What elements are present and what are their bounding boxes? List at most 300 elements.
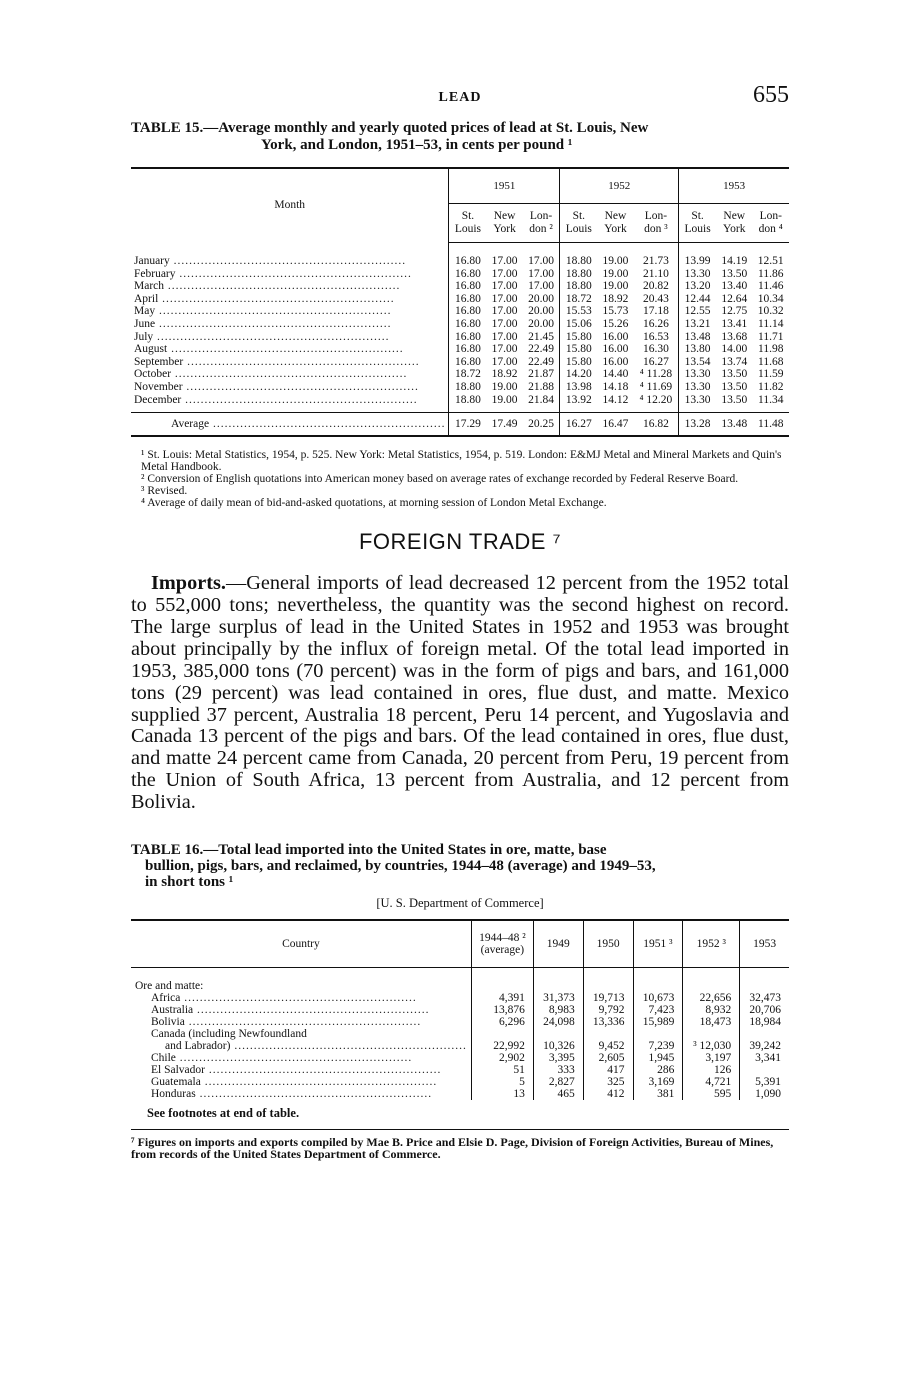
country-label [131, 1016, 471, 1028]
tonnage-cell: 3,395 [533, 1052, 583, 1064]
table15-footnotes [131, 449, 789, 509]
price-cell: 16.00 [602, 343, 629, 356]
country-name: Honduras [151, 1088, 196, 1101]
year-header: 1951 [449, 168, 560, 204]
price-cell: 13.68 [721, 330, 748, 343]
price-cell: 13.21 [679, 318, 716, 331]
tonnage-cell: 22,656 [683, 992, 740, 1004]
leader-dots [230, 1040, 466, 1052]
tonnage-cell: 126 [683, 1064, 740, 1076]
price-cell: ⁴ 11.69 [639, 380, 673, 393]
leader-dots [153, 331, 389, 343]
price-cell: 13.30 [679, 394, 716, 407]
month-name: September [134, 355, 184, 368]
tonnage-cell [533, 1028, 583, 1040]
average-cell: 16.82 [634, 413, 679, 437]
leader-dots [185, 1016, 421, 1028]
price-cell: 15.26 [602, 317, 629, 330]
average-label [131, 413, 449, 437]
price-cell: 21.88 [528, 380, 555, 393]
table15-caption-line2: York, and London, 1951–53, in cents per pound ¹ [261, 137, 573, 153]
year-header: 1952 ³ [683, 920, 740, 968]
price-cell: ⁴ 12.20 [639, 393, 673, 406]
footnote: ¹ St. Louis: Metal Statistics, 1954, p. 525. New York: Metal Statistics, 1954, p. 519. London: E&MJ Metal and Mineral Markets and Quin's Metal Handbook. [141, 449, 782, 474]
tonnage-cell [471, 1028, 533, 1040]
footnote: ² Conversion of English quotations into American money based on average rates of exchange recorded by Federal Reserve Board. [141, 473, 739, 486]
country-label [131, 1040, 471, 1052]
country-header: Country [131, 920, 471, 968]
month-name: October [134, 368, 172, 381]
year-header: 1952 [560, 168, 679, 204]
average-cell: 20.25 [523, 413, 560, 437]
price-cell: 15.53 [560, 305, 597, 318]
price-cell: 16.80 [449, 356, 486, 369]
column-subheader: St. Louis [679, 204, 716, 243]
price-cell: 13.40 [721, 280, 748, 293]
price-cell: 11.71 [758, 330, 784, 343]
country-name: Canada (including Newfoundland [151, 1028, 307, 1041]
price-cell: 19.00 [491, 380, 518, 393]
month-name: March [134, 280, 165, 293]
price-cell: 17.00 [528, 280, 555, 293]
price-cell: 16.80 [449, 331, 486, 344]
table15-caption-line1: TABLE 15.—Average monthly and yearly quoted prices of lead at St. Louis, New [131, 120, 649, 136]
average-row [131, 413, 789, 437]
table-row [131, 368, 789, 381]
tonnage-cell: 20,706 [740, 1004, 789, 1016]
year-header: 1953 [740, 920, 789, 968]
price-cell: 13.48 [679, 331, 716, 344]
tonnage-cell: 3,197 [683, 1052, 740, 1064]
tonnage-cell: 51 [471, 1064, 533, 1076]
price-cell: 11.34 [758, 393, 784, 406]
column-subheader: New York [486, 204, 522, 243]
table-row [131, 280, 789, 293]
price-cell: 17.00 [528, 255, 555, 267]
footnote: ⁴ Average of daily mean of bid-and-asked quotations, at morning session of London Metal Exchange. [141, 497, 607, 510]
price-cell: 19.00 [491, 393, 518, 406]
table-row [131, 331, 789, 344]
tonnage-cell: 32,473 [740, 992, 789, 1004]
tonnage-cell: 24,098 [533, 1016, 583, 1028]
price-cell: 16.80 [449, 293, 486, 306]
leader-dots [155, 318, 391, 330]
country-name: Africa [151, 992, 181, 1005]
price-cell: 14.00 [721, 343, 748, 356]
price-cell: 17.00 [491, 292, 518, 305]
price-cell: 18.92 [491, 368, 518, 381]
price-cell: 16.26 [642, 317, 669, 330]
leader-dots [193, 1004, 429, 1016]
table-row [131, 394, 789, 407]
month-name: August [134, 343, 168, 356]
price-cell: 12.44 [679, 293, 716, 306]
tonnage-cell: 13,876 [471, 1004, 533, 1016]
price-cell: 12.75 [721, 305, 748, 318]
tonnage-cell: 595 [683, 1088, 740, 1100]
price-cell: 17.00 [491, 317, 518, 330]
price-cell: 17.00 [491, 355, 518, 368]
table16-caption-line2: bullion, pigs, bars, and reclaimed, by countries, 1944–48 (average) and 1949–53, [145, 858, 656, 875]
table-row [131, 1076, 789, 1088]
price-cell: 12.51 [757, 255, 784, 267]
price-cell: 13.50 [721, 393, 748, 406]
tonnage-cell: 39,242 [740, 1040, 789, 1052]
price-cell: 21.73 [642, 255, 669, 267]
price-cell: 10.32 [757, 305, 784, 318]
tonnage-cell: 9,792 [583, 1004, 633, 1016]
table16-caption [131, 842, 789, 890]
month-name: December [134, 393, 182, 406]
tonnage-cell: ³ 12,030 [683, 1040, 740, 1052]
table-row [131, 1052, 789, 1064]
price-cell: 13.41 [721, 317, 748, 330]
page-number: 655 [753, 82, 789, 108]
month-label [131, 255, 449, 268]
price-cell: 17.00 [491, 255, 518, 267]
month-label [131, 356, 449, 369]
price-cell: 15.80 [560, 356, 597, 369]
average-cell: 13.28 [679, 413, 716, 437]
month-label [131, 331, 449, 344]
tonnage-cell: 18,984 [740, 1016, 789, 1028]
price-cell: 18.80 [560, 280, 597, 293]
tonnage-cell: 10,326 [533, 1040, 583, 1052]
table-row [131, 381, 789, 394]
tonnage-cell: 15,989 [633, 1016, 683, 1028]
price-cell: 11.46 [758, 280, 784, 293]
tonnage-cell: 7,239 [633, 1040, 683, 1052]
tonnage-cell: 333 [533, 1064, 583, 1076]
year-header: 1951 ³ [633, 920, 683, 968]
price-cell: 13.30 [679, 268, 716, 281]
price-cell: 17.00 [491, 280, 518, 293]
column-subheader: Lon- don ² [523, 204, 560, 243]
month-label [131, 343, 449, 356]
price-cell: 18.80 [449, 381, 486, 394]
tonnage-cell: 325 [583, 1076, 633, 1088]
month-label [131, 368, 449, 381]
price-cell: 21.10 [642, 267, 669, 280]
price-cell: 13.50 [721, 267, 748, 280]
table-row [131, 305, 789, 318]
table-row [131, 1004, 789, 1016]
price-cell: 17.00 [491, 267, 518, 280]
price-cell: 13.98 [560, 381, 597, 394]
running-head [131, 80, 789, 114]
country-name: Australia [151, 1004, 194, 1017]
table15-caption [131, 120, 789, 154]
price-cell: 18.72 [560, 293, 597, 306]
page [131, 80, 789, 1160]
price-cell: 20.00 [528, 317, 555, 330]
price-cell: 16.80 [449, 343, 486, 356]
price-cell: 18.80 [560, 255, 597, 268]
tonnage-cell [583, 1028, 633, 1040]
price-cell: 17.00 [491, 305, 518, 318]
table-row [131, 268, 789, 281]
tonnage-cell: 9,452 [583, 1040, 633, 1052]
tonnage-cell: 2,827 [533, 1076, 583, 1088]
month-label [131, 394, 449, 407]
country-name: El Salvador [151, 1064, 205, 1077]
column-subheader: St. Louis [449, 204, 486, 243]
tonnage-cell [683, 1028, 740, 1040]
tonnage-cell [633, 1028, 683, 1040]
table-row [131, 318, 789, 331]
table16 [131, 919, 789, 1100]
price-cell: 21.87 [528, 368, 555, 381]
leader-dots [209, 418, 445, 430]
tonnage-cell: 3,169 [633, 1076, 683, 1088]
run-in-heading: Imports. [151, 572, 226, 595]
price-cell: 22.49 [528, 355, 555, 368]
month-name: May [134, 305, 156, 318]
price-cell: 18.80 [449, 394, 486, 407]
table16-source: [U. S. Department of Commerce] [376, 896, 544, 911]
bottom-footnote: ⁷ Figures on imports and exports compiled by Mae B. Price and Elsie D. Page, Division of Foreign Activities, Bureau of Mines, from records of the United States Department of Commerce. [131, 1135, 774, 1162]
price-cell: 13.80 [679, 343, 716, 356]
tonnage-cell: 1,090 [740, 1088, 789, 1100]
tonnage-cell [740, 1028, 789, 1040]
leader-dots [205, 1064, 441, 1076]
price-cell: 20.43 [642, 292, 669, 305]
price-cell: 13.74 [721, 355, 748, 368]
average-cell: 13.48 [716, 413, 752, 437]
column-subheader: St. Louis [560, 204, 597, 243]
price-cell: 13.92 [560, 394, 597, 407]
tonnage-cell: 8,932 [683, 1004, 740, 1016]
tonnage-cell: 13 [471, 1088, 533, 1100]
tonnage-cell: 6,296 [471, 1016, 533, 1028]
year-header: 1950 [583, 920, 633, 968]
price-cell: 11.68 [758, 355, 784, 368]
tonnage-cell: 4,391 [471, 992, 533, 1004]
price-cell: 11.98 [758, 343, 784, 356]
price-cell: 17.18 [642, 305, 669, 318]
price-cell: 12.55 [679, 305, 716, 318]
country-name: Guatemala [151, 1076, 201, 1089]
average-cell: 16.47 [597, 413, 633, 437]
table-row [131, 1064, 789, 1076]
tonnage-cell: 22,992 [471, 1040, 533, 1052]
price-cell: 16.80 [449, 268, 486, 281]
price-cell: 16.80 [449, 305, 486, 318]
tonnage-cell: 1,945 [633, 1052, 683, 1064]
tonnage-cell: 19,713 [583, 992, 633, 1004]
column-subheader: New York [597, 204, 633, 243]
table-row [131, 356, 789, 369]
imports-paragraph [131, 573, 789, 814]
month-name: April [134, 292, 159, 305]
tonnage-cell: 417 [583, 1064, 633, 1076]
price-cell: 16.00 [602, 355, 629, 368]
month-name: January [134, 255, 170, 267]
price-cell: 15.80 [560, 331, 597, 344]
month-label [131, 305, 449, 318]
country-label [131, 1028, 471, 1040]
tonnage-cell: 13,336 [583, 1016, 633, 1028]
footnote: ³ Revised. [141, 485, 188, 498]
month-name: November [134, 380, 183, 393]
price-cell: 15.06 [560, 318, 597, 331]
month-header: Month [131, 168, 449, 243]
price-cell: 13.20 [679, 280, 716, 293]
month-name: June [134, 317, 156, 330]
price-cell: ⁴ 11.28 [639, 368, 673, 381]
tonnage-cell: 465 [533, 1088, 583, 1100]
country-label [131, 1004, 471, 1016]
price-cell: 18.80 [560, 268, 597, 281]
price-cell: 14.40 [602, 368, 629, 381]
group-label: Ore and matte: [135, 980, 204, 993]
price-cell: 14.18 [602, 380, 629, 393]
leader-dots [180, 992, 416, 1004]
average-cell: 16.27 [560, 413, 597, 437]
footnote-rule [131, 1129, 789, 1130]
price-cell: 18.72 [449, 368, 486, 381]
price-cell: 22.49 [528, 343, 555, 356]
price-cell: 19.00 [602, 267, 629, 280]
price-cell: 13.30 [679, 381, 716, 394]
price-cell: 21.84 [528, 393, 555, 406]
tonnage-cell: 5 [471, 1076, 533, 1088]
leader-dots [196, 1088, 432, 1100]
price-cell: 16.27 [642, 355, 669, 368]
table-row [131, 1028, 789, 1040]
average-cell: 11.48 [752, 413, 789, 437]
table-row [131, 1040, 789, 1052]
tonnage-cell: 2,902 [471, 1052, 533, 1064]
table16-caption-line3: in short tons ¹ [145, 874, 234, 891]
tonnage-cell: 3,341 [740, 1052, 789, 1064]
price-cell: 20.82 [642, 280, 669, 293]
table-row [131, 293, 789, 306]
price-cell: 10.34 [757, 292, 784, 305]
price-cell: 19.00 [602, 255, 629, 267]
table16-caption-line1: TABLE 16.—Total lead imported into the United States in ore, matte, base [131, 842, 607, 859]
leader-dots [164, 280, 400, 292]
tonnage-cell: 8,983 [533, 1004, 583, 1016]
leader-dots [155, 305, 391, 317]
leader-dots [171, 368, 407, 380]
price-cell: 15.80 [560, 343, 597, 356]
month-name: February [134, 267, 176, 280]
price-cell: 17.00 [491, 330, 518, 343]
column-subheader: New York [716, 204, 752, 243]
month-label [131, 381, 449, 394]
price-cell: 16.80 [449, 280, 486, 293]
column-subheader: Lon- don ⁴ [752, 204, 789, 243]
tonnage-cell: 2,605 [583, 1052, 633, 1064]
price-cell: 20.00 [528, 305, 555, 318]
price-cell: 13.50 [721, 380, 748, 393]
average-cell: 17.49 [486, 413, 522, 437]
price-cell: 13.99 [679, 255, 716, 268]
country-label [131, 1076, 471, 1088]
month-label [131, 318, 449, 331]
column-subheader: Lon- don ³ [634, 204, 679, 243]
month-label [131, 280, 449, 293]
price-cell: 11.59 [758, 368, 784, 381]
price-cell: 16.30 [642, 343, 669, 356]
leader-dots [201, 1076, 437, 1088]
price-cell: 16.80 [449, 318, 486, 331]
country-label [131, 1052, 471, 1064]
leader-dots [176, 1052, 412, 1064]
price-cell: 11.14 [758, 317, 784, 330]
tonnage-cell [740, 1064, 789, 1076]
country-label [131, 1088, 471, 1100]
month-name: July [134, 330, 154, 343]
price-cell: 20.00 [528, 292, 555, 305]
country-label [131, 992, 471, 1004]
country-name: Bolivia [151, 1016, 185, 1029]
table-row [131, 343, 789, 356]
table-row [131, 1016, 789, 1028]
table-row [131, 1088, 789, 1100]
price-cell: 11.86 [758, 267, 784, 280]
price-cell: 19.00 [602, 280, 629, 293]
tonnage-cell: 5,391 [740, 1076, 789, 1088]
price-cell: 14.12 [602, 393, 629, 406]
price-cell: 13.50 [721, 368, 748, 381]
table-row [131, 255, 789, 268]
leader-dots [167, 343, 403, 355]
tonnage-cell: 7,423 [633, 1004, 683, 1016]
price-cell: 13.30 [679, 368, 716, 381]
price-cell: 11.82 [758, 380, 784, 393]
country-name: Chile [151, 1052, 176, 1065]
leader-dots [183, 356, 419, 368]
average-cell: 17.29 [449, 413, 486, 437]
tonnage-cell: 10,673 [633, 992, 683, 1004]
leader-dots [183, 381, 419, 393]
price-cell: 16.53 [642, 330, 669, 343]
year-header: 1949 [533, 920, 583, 968]
average-text: Average [171, 417, 210, 430]
leader-dots [181, 394, 417, 406]
month-label [131, 268, 449, 281]
tonnage-cell: 18,473 [683, 1016, 740, 1028]
group-row [131, 980, 789, 992]
month-label [131, 293, 449, 306]
leader-dots [170, 255, 406, 267]
country-label [131, 1064, 471, 1076]
price-cell: 13.54 [679, 356, 716, 369]
price-cell: 17.00 [491, 343, 518, 356]
price-cell: 12.64 [721, 292, 748, 305]
price-cell: 15.73 [602, 305, 629, 318]
leader-dots [158, 293, 394, 305]
leader-dots [176, 268, 412, 280]
tonnage-cell: 4,721 [683, 1076, 740, 1088]
running-title: LEAD [438, 90, 482, 105]
price-cell: 14.20 [560, 368, 597, 381]
tonnage-cell: 31,373 [533, 992, 583, 1004]
price-cell: 14.19 [721, 255, 748, 267]
section-heading: FOREIGN TRADE ⁷ [358, 529, 562, 555]
table-row [131, 992, 789, 1004]
table15 [131, 167, 789, 437]
tonnage-cell: 412 [583, 1088, 633, 1100]
year-header: 1953 [679, 168, 789, 204]
see-footnotes-note: See footnotes at end of table. [147, 1106, 300, 1121]
price-cell: 16.00 [602, 330, 629, 343]
price-cell: 18.92 [602, 292, 629, 305]
paragraph-text: —General imports of lead decreased 12 percent from the 1952 total to 552,000 tons; nevertheless, the quantity was the second highest on record. The large surplus of lead in the United States in 1952 and 1953 was brought about principally by the influx of foreign metal. Of the total lead imported in 1953, 385,000 tons (70 percent) was in the form of pigs and bars, and 161,000 tons (29 percent) was lead contained in ores, flue dust, and matte. Mexico supplied 37 percent, Australia 18 percent, Peru 14 percent, and Yugoslavia and Canada 13 percent of the pigs and bars. Of the lead contained in ores, flue dust, and matte 24 percent came from Canada, 20 percent from Peru, 19 percent from the Union of South Africa, 13 percent from Australia, and 12 percent from Bolivia. [131, 572, 789, 814]
price-cell: 16.80 [449, 255, 486, 268]
